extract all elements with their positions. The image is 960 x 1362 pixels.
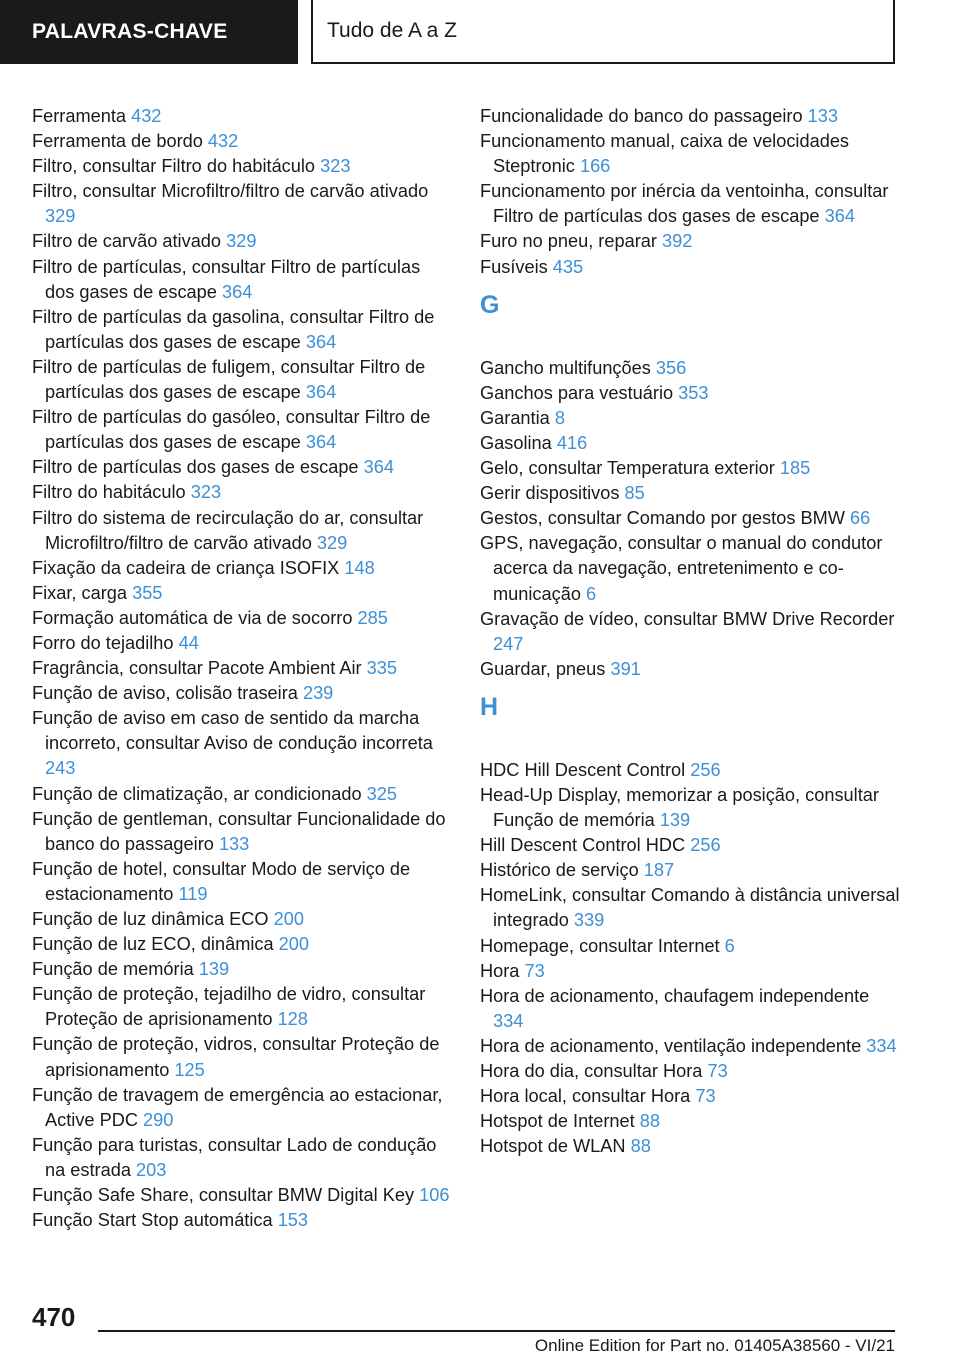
index-entry	[480, 506, 900, 531]
entry-term: Função de luz dinâmica ECO	[32, 909, 269, 929]
entry-page-link[interactable]: 334	[493, 1010, 524, 1031]
index-entry	[32, 405, 452, 455]
index-entry	[480, 406, 900, 431]
entry-page-link[interactable]: 139	[198, 959, 230, 980]
entry-term: Hotspot de Internet	[480, 1111, 635, 1132]
index-column-right	[480, 104, 900, 1159]
index-entry	[32, 982, 452, 1032]
entry-term: Funcionamento por inércia da ventoinha, consultar Filtro de partículas dos gases de escape	[480, 181, 889, 227]
entry-page-link[interactable]: 243	[45, 758, 76, 779]
index-entry	[32, 932, 452, 957]
entry-term: Funcionamento manual, caixa de velocidades Steptronic	[480, 131, 850, 177]
section-letter-g: G	[480, 290, 500, 319]
entry-page-link[interactable]: 392	[662, 231, 693, 252]
entry-page-link[interactable]: 364	[305, 331, 337, 352]
entry-term: Função de gentleman, consultar Funcionalidade do banco do passageiro	[32, 808, 446, 854]
entry-term: Gestos, consultar Comando por gestos BMW	[480, 508, 845, 529]
entry-term: Guardar, pneus	[480, 658, 606, 679]
index-entry	[480, 959, 900, 984]
entry-term: Fragrância, consultar Pacote Ambient Air	[32, 658, 362, 679]
entry-page-link[interactable]: 106	[419, 1185, 450, 1206]
entry-term: Hill Descent Control HDC	[480, 835, 686, 856]
index-entry	[480, 607, 900, 657]
entry-term: Fixar, carga	[32, 582, 128, 603]
entry-page-link[interactable]: 334	[866, 1035, 897, 1056]
entry-term: Função de luz ECO, dinâmica	[32, 934, 274, 955]
entry-term: Função de proteção, vidros, consultar Proteção de aprisionamento	[32, 1034, 440, 1080]
index-entry	[480, 104, 900, 129]
entry-term: Gancho multifunções	[480, 357, 651, 378]
index-entry	[32, 681, 452, 706]
entry-page-link[interactable]: 364	[363, 457, 394, 478]
section-subtitle: Tudo de A a Z	[311, 0, 895, 64]
entry-page-link[interactable]: 329	[316, 532, 348, 553]
index-entry	[480, 883, 900, 933]
index-entry	[480, 657, 900, 682]
index-entry	[480, 1034, 900, 1059]
index-entry	[32, 1208, 452, 1233]
entry-term: Função de aviso, colisão traseira	[32, 683, 298, 704]
entry-page-link[interactable]: 187	[643, 860, 675, 881]
entry-page-link[interactable]: 119	[178, 883, 208, 904]
index-entry	[480, 381, 900, 406]
entry-term: Filtro de partículas, consultar Filtro de partículas dos gases de escape	[32, 256, 421, 302]
entry-term: Garantia	[480, 407, 550, 428]
entry-page-link[interactable]: 203	[136, 1159, 167, 1180]
index-entry	[32, 706, 452, 781]
index-entry	[32, 255, 452, 305]
index-entry	[32, 1133, 452, 1183]
index-entry	[480, 255, 900, 280]
index-entry	[480, 129, 900, 179]
index-entry	[32, 455, 452, 480]
entry-page-link[interactable]: 200	[278, 934, 310, 955]
entry-page-link[interactable]: 364	[824, 206, 855, 227]
entry-term: Função de memória	[32, 959, 194, 980]
entry-page-link[interactable]: 435	[552, 256, 584, 277]
index-entry	[480, 456, 900, 481]
entry-page-link[interactable]: 6	[724, 935, 735, 956]
index-entry	[32, 907, 452, 932]
index-entry	[32, 104, 452, 129]
index-entry	[32, 957, 452, 982]
entry-term: Filtro, consultar Filtro do habitáculo	[32, 156, 316, 177]
page-number: 470	[32, 1302, 76, 1332]
entry-page-link[interactable]: 125	[174, 1059, 205, 1080]
entry-page-link[interactable]: 88	[639, 1111, 660, 1132]
index-entry	[32, 782, 452, 807]
entry-term: Filtro do habitáculo	[32, 482, 186, 503]
index-column-left	[32, 104, 452, 1233]
entry-term: Filtro do sistema de recirculação do ar, consultar Microfiltro/filtro de carvão ativado	[32, 507, 424, 553]
entries-f	[480, 104, 900, 280]
entry-term: Ferramenta	[32, 106, 127, 126]
entry-page-link[interactable]: 364	[305, 432, 337, 453]
entry-term: Filtro de partículas dos gases de escape	[32, 457, 359, 478]
index-entry	[32, 305, 452, 355]
entry-page-link[interactable]: 329	[226, 231, 257, 252]
entry-term: Função Start Stop automática	[32, 1210, 273, 1231]
index-entry	[32, 631, 452, 656]
entry-page-link[interactable]: 356	[655, 357, 687, 378]
index-entry	[480, 229, 900, 254]
index-entry	[480, 531, 900, 606]
entry-term: Forro do tejadilho	[32, 632, 174, 653]
entry-term: Fusíveis	[480, 256, 548, 277]
index-entry	[480, 1109, 900, 1134]
index-entry	[32, 229, 452, 254]
entry-page-link[interactable]: 353	[678, 382, 709, 403]
entry-page-link[interactable]: 239	[302, 683, 334, 704]
index-entry	[480, 1084, 900, 1109]
entry-term: HomeLink, consultar Comando à distância universal integrado	[480, 885, 900, 931]
index-entry	[480, 481, 900, 506]
entry-page-link[interactable]: 285	[357, 607, 388, 628]
entry-term: Histórico de serviço	[480, 860, 639, 881]
index-entry	[480, 1059, 900, 1084]
index-entry	[32, 581, 452, 606]
entry-term: Ganchos para vestuário	[480, 382, 674, 403]
entry-page-link[interactable]: 391	[610, 658, 641, 679]
index-entry	[32, 129, 452, 154]
entry-page-link[interactable]: 416	[556, 432, 588, 453]
entry-page-link[interactable]: 8	[554, 407, 565, 428]
entry-page-link[interactable]: 85	[624, 483, 645, 504]
entry-page-link[interactable]: 256	[690, 759, 721, 780]
entry-page-link[interactable]: 133	[218, 833, 250, 854]
section-letter-h: H	[480, 692, 499, 721]
entry-term: Gelo, consultar Temperatura exterior	[480, 458, 775, 479]
entry-term: Furo no pneu, reparar	[480, 231, 657, 252]
index-entry	[480, 934, 900, 959]
entry-page-link[interactable]: 185	[779, 458, 811, 479]
index-entry	[480, 179, 900, 229]
entry-term: Formação automática de via de socorro	[32, 607, 353, 628]
entry-page-link[interactable]: 44	[178, 632, 199, 653]
index-entry	[32, 857, 452, 907]
page-header	[0, 0, 960, 66]
entry-page-link[interactable]: 323	[320, 156, 351, 177]
index-entry	[480, 783, 900, 833]
entry-page-link[interactable]: 323	[190, 482, 222, 503]
entries-h	[480, 758, 900, 1160]
index-entry	[32, 807, 452, 857]
edition-note: Online Edition for Part no. 01405A38560 - VI/21	[534, 1336, 895, 1355]
entry-term: Hotspot de WLAN	[480, 1136, 626, 1157]
index-entry	[480, 833, 900, 858]
entry-term: Função de hotel, consultar Modo de serviço de estacionamento	[32, 858, 411, 904]
entry-page-link[interactable]: 200	[273, 909, 304, 929]
entry-term: Fixação da cadeira de criança ISOFIX	[32, 557, 340, 578]
entry-page-link[interactable]: 148	[344, 557, 375, 578]
entry-page-link[interactable]: 153	[277, 1210, 309, 1231]
footer-divider	[98, 1330, 895, 1332]
entry-term: Gravação de vídeo, consultar BMW Drive Recorder	[480, 608, 895, 629]
entry-page-link[interactable]: 432	[207, 131, 239, 152]
entry-page-link[interactable]: 73	[695, 1086, 716, 1107]
index-entry	[32, 179, 452, 229]
entry-page-link[interactable]: 335	[366, 658, 397, 679]
index-entry	[32, 656, 452, 681]
entry-page-link[interactable]: 73	[707, 1061, 728, 1081]
section-tab: PALAVRAS-CHAVE	[0, 0, 298, 64]
entry-page-link[interactable]: 66	[849, 508, 871, 529]
entry-page-link[interactable]: 339	[573, 910, 605, 931]
entry-page-link[interactable]: 355	[132, 582, 163, 603]
entry-page-link[interactable]: 88	[630, 1136, 651, 1157]
entry-term: Gasolina	[480, 432, 552, 453]
index-entry	[32, 1083, 452, 1133]
index-entry	[480, 858, 900, 883]
entry-page-link[interactable]: 133	[807, 106, 838, 126]
entry-term: Função de proteção, tejadilho de vidro, consultar Proteção de aprisionamento	[32, 984, 426, 1030]
entry-term: Funcionalidade do banco do passageiro	[480, 106, 803, 126]
index-entry	[480, 984, 900, 1034]
index-entry	[480, 431, 900, 456]
entry-term: Filtro de partículas do gasóleo, consultar Filtro de partículas dos gases de escape	[32, 407, 431, 453]
entry-term: HDC Hill Descent Control	[480, 759, 686, 780]
entry-term: Ferramenta de bordo	[32, 131, 203, 152]
entry-page-link[interactable]: 364	[305, 382, 337, 403]
entry-term: Filtro de partículas da gasolina, consultar Filtro de partículas dos gases de escape	[32, 306, 435, 352]
entry-term: Hora do dia, consultar Hora	[480, 1061, 703, 1081]
entries-g	[480, 356, 900, 682]
entry-term: Função Safe Share, consultar BMW Digital Key	[32, 1185, 415, 1206]
index-entry	[32, 480, 452, 505]
entry-term: Filtro, consultar Microfiltro/filtro de carvão ativado	[32, 181, 429, 202]
entry-term: Filtro de carvão ativado	[32, 231, 222, 252]
entry-term: Função de aviso em caso de sentido da marcha incorreto, consultar Aviso de condução incorreta	[32, 708, 433, 754]
index-entry	[480, 758, 900, 783]
entry-page-link[interactable]: 128	[277, 1009, 308, 1030]
index-entry	[32, 1183, 452, 1208]
entry-term: Função para turistas, consultar Lado de condução na estrada	[32, 1134, 437, 1180]
entry-term: GPS, navegação, consultar o manual do condutor acerca da navegação, entretenimento e comunicação	[480, 533, 883, 604]
entry-page-link[interactable]: 432	[131, 106, 162, 126]
entry-page-link[interactable]: 6	[586, 583, 597, 604]
index-entry	[480, 356, 900, 381]
entry-term: Hora	[480, 960, 520, 981]
index-entry	[32, 1032, 452, 1082]
entry-term: Head-Up Display, memorizar a posição, consultar Função de memória	[480, 784, 879, 831]
entry-page-link[interactable]: 256	[690, 835, 721, 856]
entry-term: Hora de acionamento, ventilação independente	[480, 1035, 862, 1056]
index-entry	[32, 154, 452, 179]
entry-term: Filtro de partículas de fuligem, consultar Filtro de partículas dos gases de escape	[32, 356, 426, 403]
entry-page-link[interactable]: 73	[524, 960, 545, 981]
entry-page-link[interactable]: 329	[45, 206, 76, 227]
entry-page-link[interactable]: 166	[579, 156, 611, 177]
entry-page-link[interactable]: 290	[143, 1109, 174, 1130]
entry-term: Função de travagem de emergência ao estacionar, Active PDC	[32, 1084, 443, 1130]
entry-term: Função de climatização, ar condicionado	[32, 783, 362, 804]
entry-term: Homepage, consultar Internet	[480, 935, 720, 956]
entry-page-link[interactable]: 364	[221, 281, 253, 302]
index-entry	[32, 606, 452, 631]
entry-page-link[interactable]: 325	[366, 783, 398, 804]
entry-term: Hora de acionamento, chaufagem independente	[480, 985, 870, 1006]
index-entry	[32, 506, 452, 556]
entry-term: Gerir dispositivos	[480, 483, 620, 504]
index-entry	[32, 556, 452, 581]
entry-page-link[interactable]: 247	[493, 633, 524, 654]
index-entry	[480, 1134, 900, 1159]
entry-term: Hora local, consultar Hora	[480, 1086, 691, 1107]
index-entry	[32, 355, 452, 405]
entry-page-link[interactable]: 139	[659, 810, 691, 831]
